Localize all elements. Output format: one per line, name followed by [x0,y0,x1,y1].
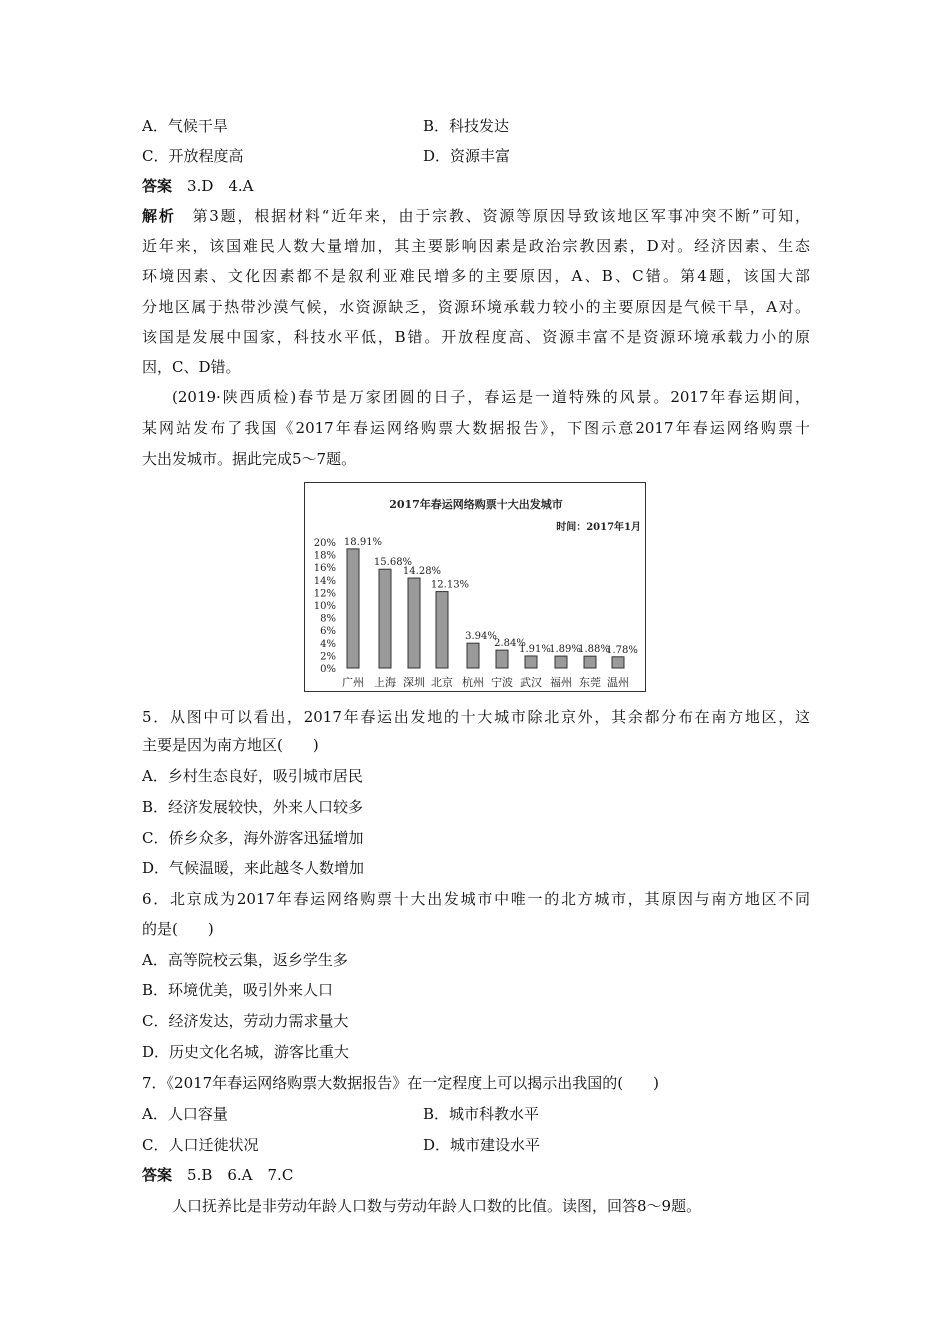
chart-subtitle: 时间：2017年1月 [556,522,641,533]
bar [612,657,624,668]
y-tick-label: 6% [320,626,336,638]
question-6-cont: 的是( ) [142,920,214,938]
x-tick-label: 上海 [374,676,396,689]
intro-line: (2019·陕西质检)春节是万家团圆的日子，春运是一道特殊的风景。2017年春运期间， [172,388,810,406]
bar-value-label: 1.89% [549,644,581,656]
answer-text: 5.B 6.A 7.C [187,1166,294,1184]
bar [496,650,508,668]
y-tick-label: 10% [313,601,336,612]
q7-option-c: C．人口迁徙状况 [142,1136,259,1154]
option-c: C．开放程度高 [142,147,244,165]
y-tick-label: 20% [313,538,336,549]
bar [347,549,359,668]
bar [584,656,596,668]
intro-line: 某网站发布了我国《2017年春运网络购票大数据报告》，下图示意2017年春运网络购票十 [142,419,810,437]
answer-3-4 [142,176,254,196]
bar-value-label: 3.94% [465,631,497,643]
option-b: B．科技发达 [423,117,510,135]
q5-option-c: C．侨乡众多，海外游客迅猛增加 [142,829,364,847]
x-tick-label: 武汉 [520,676,542,689]
q5-option-a: A．乡村生态良好，吸引城市居民 [142,767,363,785]
x-tick-label: 福州 [550,676,572,689]
bar-value-label: 14.28% [402,566,442,578]
q5-option-b: B．经济发展较快，外来人口较多 [142,798,364,816]
bar [555,656,567,668]
answer-label: 答案 [142,177,173,195]
analysis-line: 近年来，该国难民人数大量增加，其主要影响因素是政治宗教因素，D对。经济因素、生态 [142,237,810,255]
answer-text: 3.D 4.A [187,177,254,195]
question-5-cont: 主要是因为南方地区( ) [142,736,319,754]
chart-title: 2017年春运网络购票十大出发城市 [389,498,563,511]
y-tick-label: 2% [320,651,336,663]
q6-option-d: D．历史文化名城，游客比重大 [142,1043,350,1061]
y-tick-label: 4% [320,638,336,650]
q6-option-a: A．高等院校云集，返乡学生多 [142,951,348,969]
bar-value-label: 18.91% [343,536,383,548]
q7-option-d: D．城市建设水平 [423,1136,541,1154]
question-6: 6．北京成为2017年春运网络购票十大出发城市中唯一的北方城市，其原因与南方地区不同 [142,890,810,908]
bar [525,656,537,668]
bar [379,569,391,668]
x-tick-label: 北京 [431,676,453,689]
bar [467,643,479,668]
analysis-line: 因，C、D错。 [142,358,241,376]
analysis-line: 分地区属于热带沙漠气候，水资源缺乏，资源环境承载力较小的主要原因是气候干旱，A对。 [142,298,810,316]
question-7: 7．《2017年春运网络购票大数据报告》在一定程度上可以揭示出我国的( ) [142,1074,659,1092]
analysis-line: 环境因素、文化因素都不是叙利亚难民增多的主要原因，A、B、C错。第4题，该国大部 [142,267,810,285]
bar-value-label: 1.78% [606,644,638,656]
answer-5-7 [142,1165,293,1185]
q7-option-b: B．城市科教水平 [423,1105,540,1123]
x-tick-label: 宁波 [491,676,513,689]
x-tick-label: 杭州 [462,676,484,689]
chart-svg [305,483,647,693]
bar [436,592,448,668]
answer-label: 答案 [142,1166,173,1184]
y-tick-label: 0% [320,664,336,675]
y-tick-label: 12% [313,588,336,600]
y-tick-label: 14% [313,575,336,587]
bar-value-label: 1.91% [519,643,551,655]
question-5: 5．从图中可以看出，2017年春运出发地的十大城市除北京外，其余都分布在南方地区，这 [142,708,810,726]
option-d: D．资源丰富 [423,147,511,165]
analysis-line: 该国是发展中国家，科技水平低，B错。开放程度高、资源丰富不是资源环境承载力小的原 [142,328,810,346]
intro-line: 大出发城市。据此完成5～7题。 [142,450,357,468]
bar [408,578,420,668]
bar-value-label: 15.68% [373,557,413,569]
x-tick-label: 东莞 [579,676,601,689]
analysis-line: 解析 第3题，根据材料“近年来，由于宗教、资源等原因导致该地区军事冲突不断”可知， [142,207,810,225]
x-tick-label: 广州 [342,676,364,689]
bar-value-label: 1.88% [578,644,610,656]
bar-value-label: 2.84% [494,638,526,650]
q6-option-b: B．环境优美，吸引外来人口 [142,981,334,999]
bar-chart [304,482,646,692]
bar-value-label: 12.13% [430,579,470,591]
q6-option-c: C．经济发达，劳动力需求量大 [142,1012,349,1030]
q7-option-a: A．人口容量 [142,1105,228,1123]
y-tick-label: 18% [313,550,336,562]
next-intro: 人口抚养比是非劳动年龄人口数与劳动年龄人口数的比值。读图，回答8～9题。 [172,1197,702,1215]
q5-option-d: D．气候温暖，来此越冬人数增加 [142,859,365,877]
x-tick-label: 深圳 [403,676,425,689]
analysis-label: 解析 [142,207,176,225]
y-tick-label: 8% [320,613,336,625]
x-tick-label: 温州 [607,676,629,689]
option-a: A．气候干旱 [142,117,228,135]
y-tick-label: 16% [313,563,336,575]
